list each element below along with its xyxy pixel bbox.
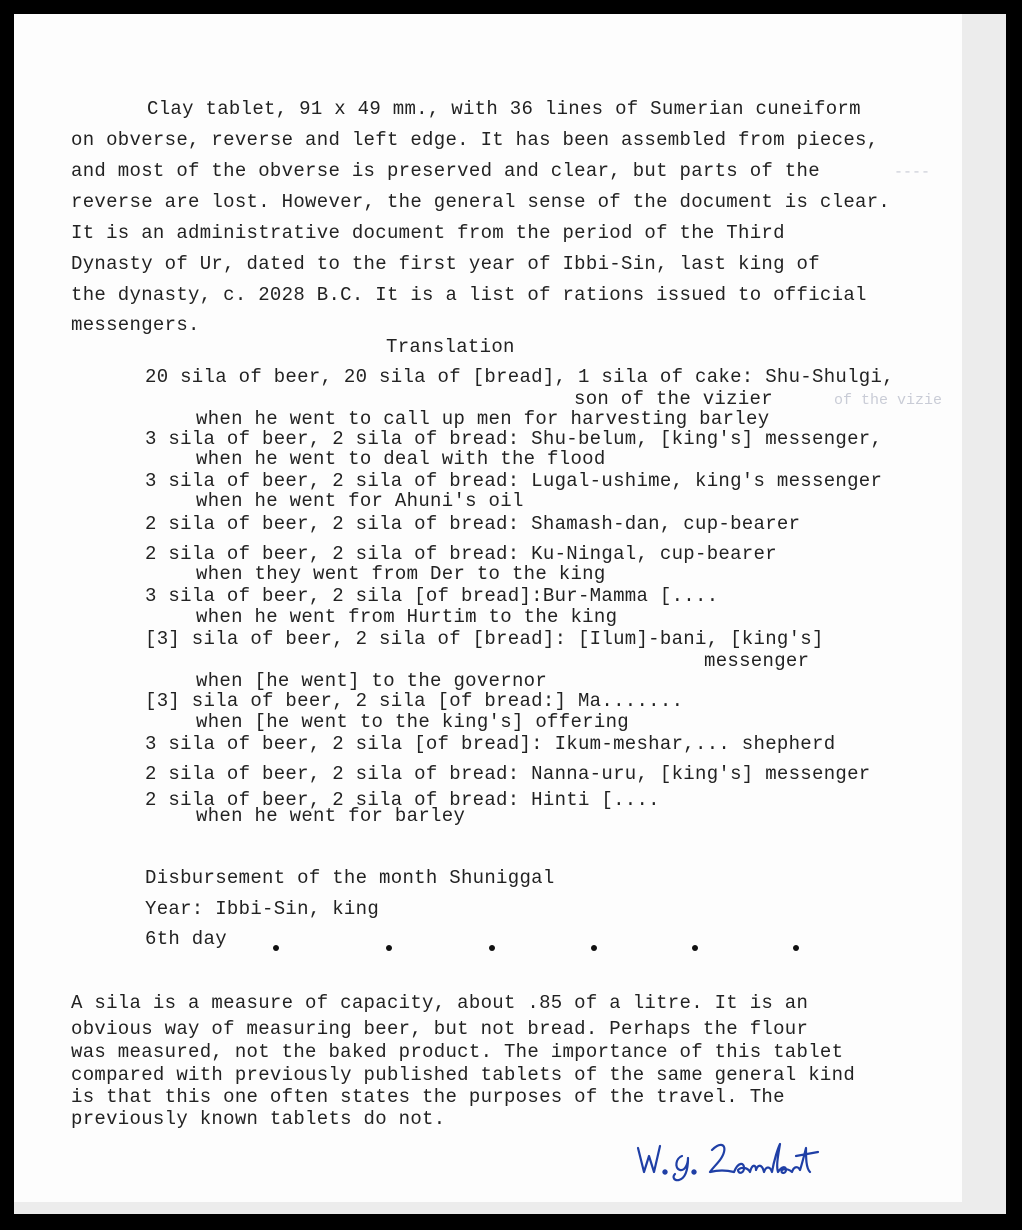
separator-dot — [692, 945, 698, 951]
typed-page — [14, 14, 962, 1202]
entry-line: when he went for barley — [196, 805, 466, 827]
entry-line: when they went from Der to the king — [196, 563, 606, 585]
entry-line: 3 sila of beer, 2 sila of bread: Shu-belum, [king's] messenger, — [145, 428, 883, 450]
document-frame — [14, 14, 1006, 1214]
entry-line: when he went to deal with the flood — [196, 448, 606, 470]
separator-dot — [273, 945, 279, 951]
separator-dot — [386, 945, 392, 951]
note-line: obvious way of measuring beer, but not bread. Perhaps the flour — [71, 1018, 809, 1040]
separator-dot — [591, 945, 597, 951]
entry-line: when he went for Ahuni's oil — [196, 490, 524, 512]
intro-line-5: It is an administrative document from the period of the Third — [71, 222, 785, 244]
intro-line-2: on obverse, reverse and left edge. It has been assembled from pieces, — [71, 129, 879, 151]
entry-line: when he went from Hurtim to the king — [196, 606, 618, 628]
entry-line: 2 sila of beer, 2 sila of bread: Ku-Ningal, cup-bearer — [145, 543, 777, 565]
entry-line: 2 sila of beer, 2 sila of bread: Shamash-dan, cup-bearer — [145, 513, 801, 535]
entry-line: when he went to call up men for harvesting barley — [196, 408, 770, 430]
entry-line: 2 sila of beer, 2 sila of bread: Nanna-uru, [king's] messenger — [145, 763, 871, 785]
entry-line: when [he went] to the governor — [196, 670, 548, 692]
note-line: compared with previously published tablets of the same general kind — [71, 1064, 856, 1086]
entry-line: 3 sila of beer, 2 sila of bread: Lugal-ushime, king's messenger — [145, 470, 883, 492]
entry-line: 3 sila of beer, 2 sila [of bread]:Bur-Mamma [.... — [145, 585, 719, 607]
intro-line-6: Dynasty of Ur, dated to the first year of Ibbi-Sin, last king of — [71, 253, 820, 275]
note-line: is that this one often states the purposes of the travel. The — [71, 1086, 785, 1108]
signature — [634, 1134, 834, 1184]
note-line: A sila is a measure of capacity, about .85 of a litre. It is an — [71, 992, 809, 1014]
intro-line-8: messengers. — [71, 314, 200, 336]
entry-line: [3] sila of beer, 2 sila [of bread:] Ma....... — [145, 690, 684, 712]
show-through-text: ---- — [894, 164, 931, 181]
entry-line: messenger — [704, 650, 810, 672]
closing-line: Disbursement of the month Shuniggal — [145, 867, 555, 889]
note-line: was measured, not the baked product. The importance of this tablet — [71, 1041, 844, 1063]
intro-line-3: and most of the obverse is preserved and clear, but parts of the — [71, 160, 820, 182]
separator-dot — [793, 945, 799, 951]
entry-line: 20 sila of beer, 20 sila of [bread], 1 sila of cake: Shu-Shulgi, — [145, 366, 894, 388]
entry-line: 3 sila of beer, 2 sila [of bread]: Ikum-meshar,... shepherd — [145, 733, 836, 755]
intro-line-4: reverse are lost. However, the general sense of the document is clear. — [71, 191, 891, 213]
show-through-text: of the vizie — [834, 392, 943, 409]
note-line: previously known tablets do not. — [71, 1108, 446, 1130]
entry-line: [3] sila of beer, 2 sila of [bread]: [Ilum]-bani, [king's] — [145, 628, 824, 650]
separator-dot — [489, 945, 495, 951]
entry-line: when [he went to the king's] offering — [196, 711, 629, 733]
entry-line: son of the vizier — [574, 388, 773, 410]
closing-line: 6th day — [145, 928, 227, 950]
intro-line-7: the dynasty, c. 2028 B.C. It is a list of rations issued to official — [71, 284, 867, 306]
intro-line-1: Clay tablet, 91 x 49 mm., with 36 lines of Sumerian cuneiform — [147, 98, 861, 120]
closing-line: Year: Ibbi-Sin, king — [145, 898, 380, 920]
translation-heading: Translation — [386, 336, 515, 358]
entry-line: 2 sila of beer, 2 sila of bread: Hinti [.... — [145, 789, 660, 811]
